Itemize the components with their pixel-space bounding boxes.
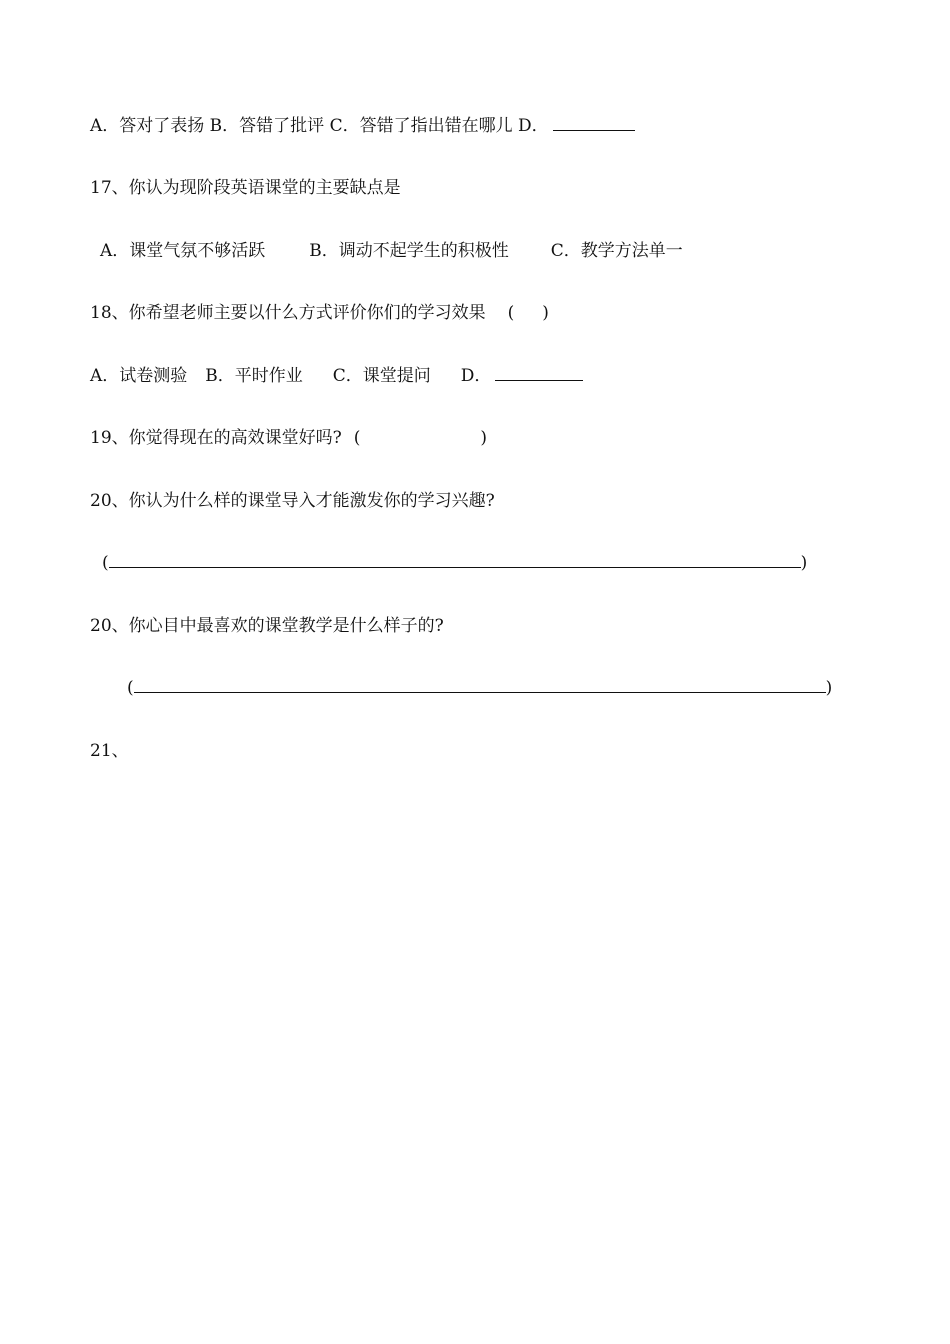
q19-open-paren: ( [353, 428, 361, 448]
q16-options-line [90, 114, 635, 138]
q20a-open-paren: ( [102, 553, 109, 573]
q20b-question-text: 20、你心目中最喜欢的课堂教学是什么样子的? [90, 616, 444, 636]
q18-d-answer-blank[interactable] [495, 364, 583, 381]
q20a-answer-blank[interactable] [109, 551, 801, 568]
q18-option-c[interactable]: C．课堂提问 [332, 366, 431, 386]
q18-option-a[interactable]: A．试卷测验 [90, 366, 188, 386]
q18-option-b[interactable]: B．平时作业 [205, 366, 303, 386]
q19-question [90, 426, 487, 450]
q17-options-line [100, 239, 683, 263]
q20b-answer-blank[interactable] [134, 676, 826, 693]
q20b-close-paren: ) [825, 678, 833, 698]
q16-options-text: A．答对了表扬 B．答错了批评 C．答错了指出错在哪儿 D． [90, 116, 549, 136]
q20b-answer-line [127, 676, 832, 700]
q19-question-text: 19、你觉得现在的高效课堂好吗? [90, 428, 342, 448]
q17-question [90, 176, 401, 200]
q17-option-c[interactable]: C．教学方法单一 [550, 241, 683, 261]
q16-d-answer-blank[interactable] [553, 114, 635, 131]
q20a-answer-line [102, 551, 807, 575]
q18-question-text: 18、你希望老师主要以什么方式评价你们的学习效果 [90, 303, 486, 323]
q21-question [90, 739, 129, 763]
q18-option-d[interactable]: D． [460, 366, 492, 386]
q21-question-text: 21、 [90, 741, 129, 761]
q20a-question-text: 20、你认为什么样的课堂导入才能激发你的学习兴趣? [90, 491, 495, 511]
q20a-question [90, 489, 495, 513]
q18-options-line [90, 364, 583, 388]
q18-open-paren: ( [507, 303, 515, 323]
q18-question [90, 301, 549, 325]
q17-option-a[interactable]: A．课堂气氛不够活跃 [100, 241, 266, 261]
q20b-open-paren: ( [127, 678, 134, 698]
q20b-question [90, 614, 444, 638]
q17-question-text: 17、你认为现阶段英语课堂的主要缺点是 [90, 178, 401, 198]
q20a-close-paren: ) [800, 553, 808, 573]
q19-close-paren: ) [480, 428, 488, 448]
q18-close-paren: ) [542, 303, 549, 323]
q17-option-b[interactable]: B．调动不起学生的积极性 [309, 241, 509, 261]
